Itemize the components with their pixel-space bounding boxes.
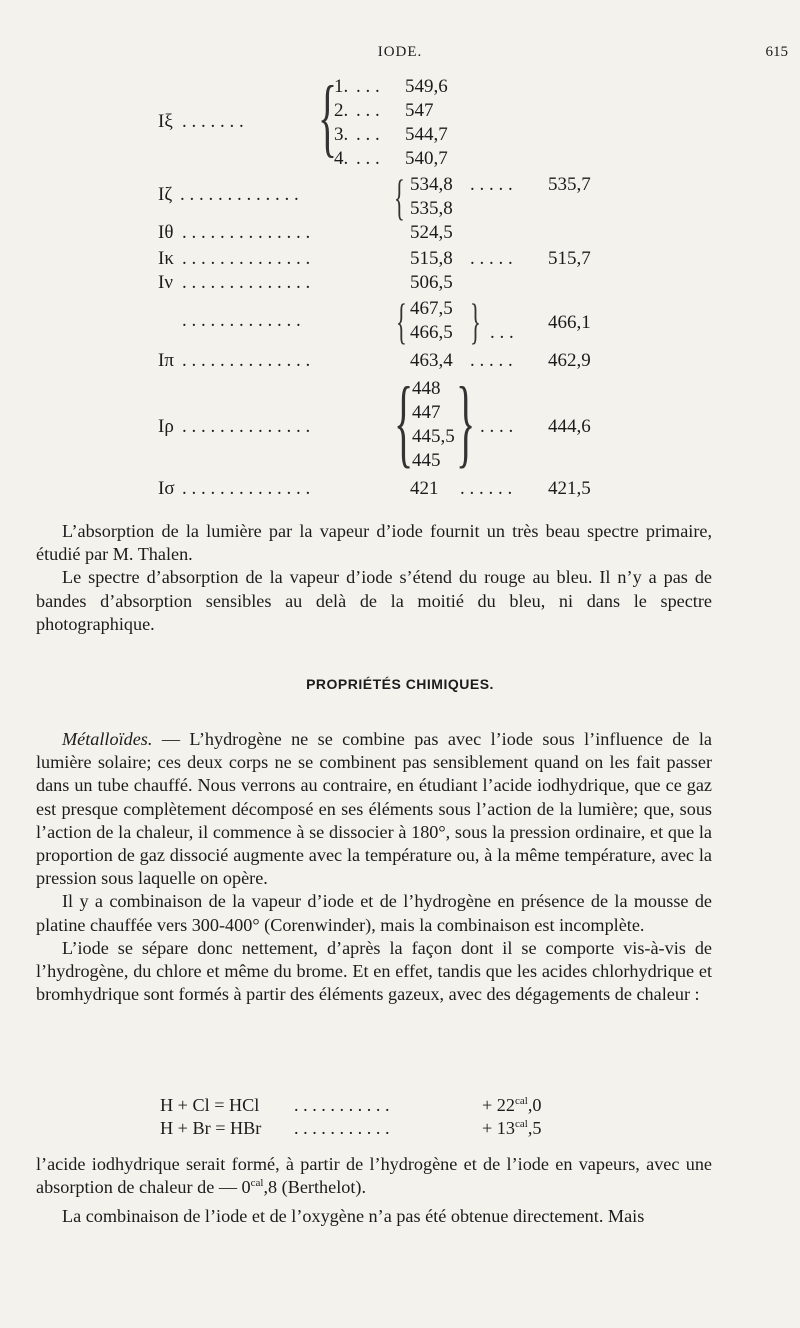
paragraph-text: ,8 (Berthelot). [263,1177,367,1198]
mean-value: 535,7 [548,174,591,195]
wavelength-value: 515,8 [410,248,453,269]
sub-number: 4. [334,148,349,169]
page-header [0,44,800,66]
leader-dots: . . . . . . . . . . . . . . [182,272,311,293]
equation-decimal: ,0 [527,1095,542,1115]
leader-dots: . . . [356,124,380,145]
leader-dots: . . . . . . . . . . . . . . [182,248,311,269]
paragraph-spectrum: Le spectre d’absorption de la vapeur d’iode s’étend du rouge au bleu. Il n’y a pas de bandes d’absorption sensibles au delà de la moitié du bleu, ni dans le spectre photographique. [36,567,712,634]
wavelength-value: 534,8 [410,174,453,195]
mean-value: 421,5 [548,478,591,499]
equation-number: + 13 [482,1118,515,1138]
leader-dots: . . . [490,322,514,343]
mean-value: 515,7 [548,248,591,269]
equation-left: H + Br = HBr [160,1118,262,1138]
leader-dots: . . . . . . . . . . . . . . [182,416,311,437]
page-number: 615 [765,44,788,60]
body-text-block-3 [36,1153,712,1229]
paragraph-absorption: L’absorption de la lumière par la vapeur d’iode fournit un très beau spectre primaire, étudié par M. Thalen. [36,521,712,565]
body-text-block-2 [36,728,712,1006]
leader-dots: . . . . . . . . . . . . . . [182,478,311,499]
wavelength-value: 540,7 [405,148,448,169]
line-label-ipi: Iπ [158,350,174,371]
mean-value: 444,6 [548,416,591,437]
wavelength-value: 524,5 [410,222,453,243]
wavelength-value: 544,7 [405,124,448,145]
wavelength-value: 421 [410,478,439,499]
leader-dots: . . . . [480,416,514,437]
equation-value [482,1116,541,1140]
unit-cal: cal [515,1094,528,1107]
paragraph-platine: Il y a combinaison de la vapeur d’iode et de l’hydrogène en présence de la mousse de platine chauffée vers 300-400° (Corenwinder), mais la combinaison est incomplète. [36,891,712,935]
unit-cal: cal [250,1177,264,1190]
wavelength-value: 547 [405,100,434,121]
line-label-inu: Iν [158,272,173,293]
leader-dots: . . . . . . [460,478,513,499]
paragraph-metalloides [36,728,712,890]
brace-left: { [318,69,338,166]
leader-dots: . . . . . . . . . . . . . . [182,222,311,243]
paragraph-lead: Métalloïdes. [62,729,153,749]
line-label-izeta: Iζ [158,184,173,205]
brace-left: { [394,366,414,477]
body-text-block-1 [36,520,712,636]
running-title: IODE. [377,44,423,60]
paragraph-text: l’acide iodhydrique serait formé, à partir de l’hydrogène et de l’iode en vapeurs, avec une absorption de chaleur de — 0 [36,1154,712,1198]
leader-dots: . . . . . [470,248,513,269]
wavelength-value: 467,5 [410,298,453,319]
line-label-isigma: Iσ [158,478,175,499]
unit-cal: cal [515,1117,528,1130]
leader-dots: . . . . . . . . . . . . . [182,310,301,331]
equation-left: H + Cl = HCl [160,1095,260,1115]
wavelength-value: 445 [412,450,441,471]
leader-dots: . . . . . [470,350,513,371]
line-label-itheta: Iθ [158,222,174,243]
brace-left: { [394,169,405,225]
wavelength-value: 506,5 [410,272,453,293]
mean-value: 462,9 [548,350,591,371]
leader-dots: . . . [356,100,380,121]
brace-right: } [456,366,476,477]
equation-value [482,1093,541,1117]
wavelength-value: 445,5 [412,426,455,447]
paragraph-iode-separe: L’iode se sépare donc nettement, d’après la façon dont il se comporte vis-à-vis de l’hydrogène, du chlore et même du brome. Et en effet, tandis que les acides chlorhydrique et bromhydrique sont formés à partir des éléments gazeux, avec des dégagements de chaleur : [36,937,712,1005]
wavelength-value: 549,6 [405,76,448,97]
sub-number: 2. [334,100,349,121]
leader-dots: . . . . . . . . . . . [294,1118,390,1138]
wavelength-value: 535,8 [410,198,453,219]
section-title: PROPRIÉTÉS CHIMIQUES. [306,676,494,692]
paragraph-text: — L’hydrogène ne se combine pas avec l’iode sous l’influence de la lumière solaire; ces deux corps ne se combinent pas sensiblement quand on les fait passer dans un tube chauffé. Nous verrons au contraire, en étudiant l’acide iodhydrique, que ce gaz est presque complètement décomposé en ses éléments sous l’action de la lumière; que, sous l’action de la chaleur, il commence à se dissocier à 180°, sous la pression ordinaire, et que la proportion de gaz dissocié augmente avec la température ou, à la même température, avec la pression sous laquelle on opère. [36,729,712,889]
paragraph-iodhydrique [36,1153,712,1199]
sub-number: 3. [334,124,349,145]
wavelength-value: 448 [412,378,441,399]
leader-dots: . . . . . . . . . . . . . [180,184,299,205]
sub-number: 1. [334,76,349,97]
leader-dots: . . . . . . . . . . . . . . [182,350,311,371]
line-label-ikappa: Iκ [158,248,174,269]
brace-left: { [396,293,407,349]
leader-dots: . . . . . . . [182,111,244,132]
leader-dots: . . . [356,148,380,169]
line-label-ixi: Iξ [158,111,173,132]
wavelength-value: 466,5 [410,322,453,343]
equation-number: + 22 [482,1095,515,1115]
brace-right: } [470,293,481,349]
equation-decimal: ,5 [527,1118,542,1138]
leader-dots: . . . . . [470,174,513,195]
line-label-irho: Iρ [158,416,174,437]
leader-dots: . . . [356,76,380,97]
wavelength-value: 463,4 [410,350,453,371]
wavelength-value: 447 [412,402,441,423]
paragraph-oxygene: La combinaison de l’iode et de l’oxygène n’a pas été obtenue directement. Mais [62,1206,645,1227]
leader-dots: . . . . . . . . . . . [294,1095,390,1115]
mean-value: 466,1 [548,312,591,333]
